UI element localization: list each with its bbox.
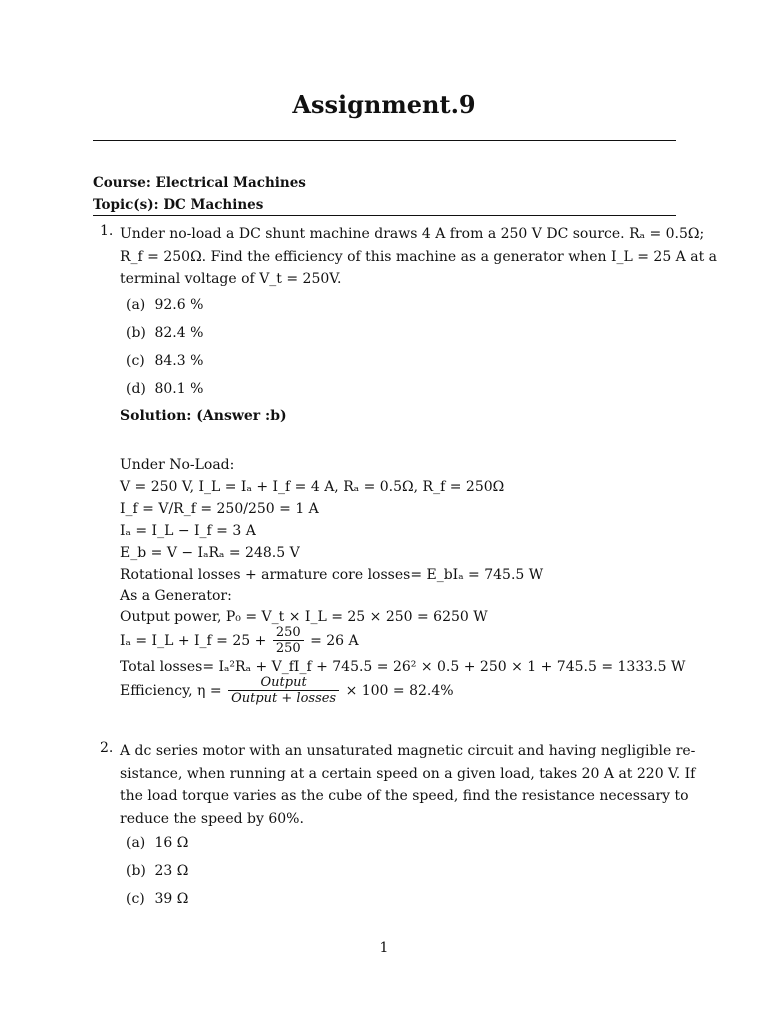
question-1-option-c <box>126 353 203 369</box>
fraction-numerator: Output <box>260 675 307 690</box>
question-2-option-a <box>126 835 188 851</box>
option-label: (a) <box>126 297 146 313</box>
fraction-denominator: Output + losses <box>228 690 339 706</box>
question-2-text <box>120 740 696 830</box>
option-label: (b) <box>126 863 146 879</box>
title-rule <box>93 140 676 141</box>
option-text: 80.1 % <box>154 381 204 397</box>
question-1-line: Under no-load a DC shunt machine draws 4 A from a 250 V DC source. Rₐ = 0.5Ω; <box>120 226 705 242</box>
option-label: (c) <box>126 891 145 907</box>
solution-line: I_f = V/R_f = 250/250 = 1 A <box>120 501 319 517</box>
question-1-option-b <box>126 325 203 341</box>
question-1-line: terminal voltage of V_t = 250V. <box>120 271 342 287</box>
fraction-numerator: 250 <box>275 625 301 640</box>
equation-left: Iₐ = I_L + I_f = 25 + <box>120 633 267 649</box>
solution-line: Iₐ = I_L − I_f = 3 A <box>120 523 256 539</box>
option-text: 39 Ω <box>154 891 189 907</box>
question-1-line: R_f = 250Ω. Find the efficiency of this machine as a generator when I_L = 25 A at a <box>120 248 718 265</box>
question-2-option-b <box>126 863 188 879</box>
option-label: (c) <box>126 353 145 369</box>
question-2-line: A dc series motor with an unsaturated magnetic circuit and having negligible re- <box>120 743 696 759</box>
fraction <box>273 626 304 656</box>
topic-label: Topic(s): DC Machines <box>93 197 264 213</box>
equation-right: = 26 A <box>310 633 359 649</box>
option-label: (d) <box>126 381 146 397</box>
solution-line: Total losses= Iₐ²Rₐ + V_fI_f + 745.5 = 26² × 0.5 + 250 × 1 + 745.5 = 1333.5 W <box>120 659 686 675</box>
question-1-option-d <box>126 381 203 397</box>
solution-line: V = 250 V, I_L = Iₐ + I_f = 4 A, Rₐ = 0.5Ω, R_f = 250Ω <box>120 479 505 495</box>
solution-line: Rotational losses + armature core losses= E_bIₐ = 745.5 W <box>120 567 544 583</box>
question-1-text <box>120 223 718 291</box>
question-2-option-c <box>126 891 188 907</box>
question-2-number: 2. <box>100 740 114 756</box>
fraction <box>228 676 339 706</box>
armature-current-equation <box>120 626 359 656</box>
option-label: (a) <box>126 835 146 851</box>
option-text: 82.4 % <box>154 325 204 341</box>
page-title: Assignment.9 <box>292 90 476 119</box>
efficiency-equation <box>120 676 454 706</box>
question-2-line: sistance, when running at a certain speed on a given load, takes 20 A at 220 V. If <box>120 765 696 782</box>
solution-heading: Solution: (Answer :b) <box>120 408 287 424</box>
option-text: 23 Ω <box>154 863 189 879</box>
question-1-number: 1. <box>100 223 114 239</box>
option-text: 16 Ω <box>154 835 189 851</box>
fraction-denominator: 250 <box>273 640 304 656</box>
question-2-line: reduce the speed by 60%. <box>120 810 304 827</box>
course-label: Course: Electrical Machines <box>93 175 306 191</box>
solution-line: As a Generator: <box>120 588 232 604</box>
header-rule <box>93 215 676 216</box>
question-1-option-a <box>126 297 203 313</box>
option-label: (b) <box>126 325 146 341</box>
solution-line: Output power, P₀ = V_t × I_L = 25 × 250 = 6250 W <box>120 609 488 625</box>
solution-line: Under No-Load: <box>120 457 235 473</box>
option-text: 84.3 % <box>154 353 204 369</box>
question-2-line: the load torque varies as the cube of the speed, find the resistance necessary to <box>120 788 689 804</box>
equation-left: Efficiency, η = <box>120 683 222 699</box>
solution-line: E_b = V − IₐRₐ = 248.5 V <box>120 545 300 561</box>
equation-right: × 100 = 82.4% <box>345 683 454 699</box>
option-text: 92.6 % <box>154 297 204 313</box>
page-number: 1 <box>379 940 389 956</box>
